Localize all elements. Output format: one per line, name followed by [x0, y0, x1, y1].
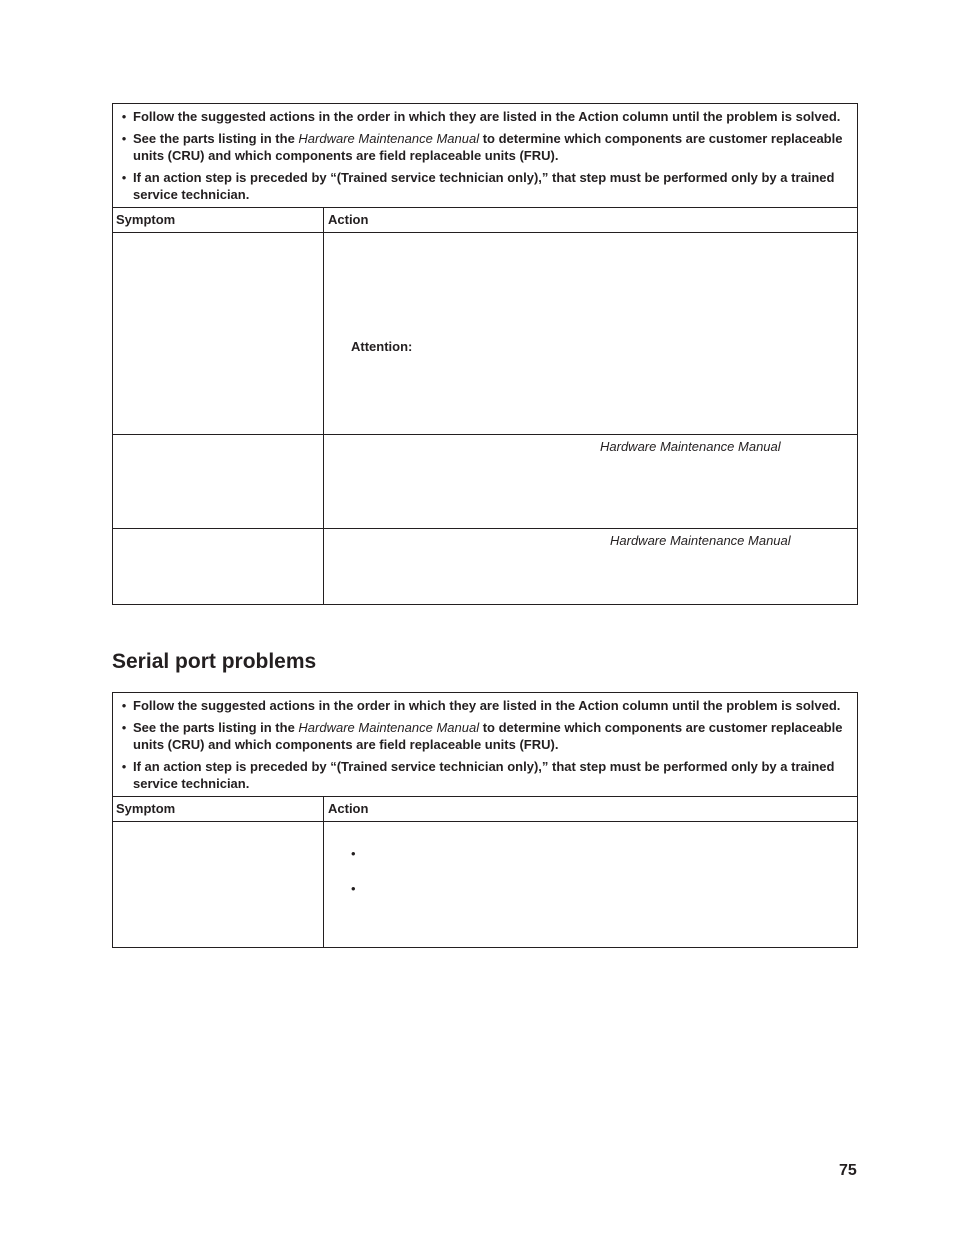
table-row: [113, 822, 857, 947]
note-text: See the parts listing in the: [133, 720, 299, 735]
note-text: Follow the suggested actions in the order in which they are listed in the Action column until the problem is solved.: [133, 698, 841, 713]
manual-reference: Hardware Maintenance Manual: [610, 533, 791, 548]
symptom-header: Symptom: [113, 797, 324, 821]
action-cell: [324, 435, 857, 528]
action-cell: [324, 822, 857, 947]
note-text: to determine which components are customer replaceable units (CRU) and which components are field replaceable units (FRU).: [133, 131, 843, 163]
bullet-icon: •: [351, 881, 356, 896]
table-header-row: [113, 208, 857, 233]
bullet-icon: •: [351, 846, 356, 861]
attention-label: Attention:: [351, 339, 413, 354]
bullet-icon: •: [121, 698, 127, 713]
note-item: [115, 108, 851, 125]
page-number: 75: [839, 1162, 857, 1179]
table-row: [113, 435, 857, 529]
table-row: [113, 529, 857, 604]
action-cell: [324, 233, 857, 434]
note-text: If an action step is preceded by “(Trained service technician only),” that step must be performed only by a trained service technician.: [133, 170, 835, 202]
note-item: [115, 758, 851, 792]
troubleshooting-table-1: [112, 103, 858, 605]
note-text: See the parts listing in the: [133, 131, 299, 146]
bullet-icon: •: [121, 720, 127, 735]
manual-title: Hardware Maintenance Manual: [298, 720, 480, 735]
bullet-icon: •: [121, 131, 127, 146]
bullet-icon: •: [121, 109, 127, 124]
bullet-icon: •: [121, 759, 127, 774]
note-text: Follow the suggested actions in the order in which they are listed in the Action column until the problem is solved.: [133, 109, 841, 124]
table-row: [113, 233, 857, 435]
symptom-header: Symptom: [113, 208, 324, 232]
note-item: [115, 719, 851, 753]
table-notes: [113, 104, 857, 208]
note-item: [115, 130, 851, 164]
bullet-icon: •: [121, 170, 127, 185]
troubleshooting-table-2: [112, 692, 858, 948]
note-item: [115, 169, 851, 203]
note-text: If an action step is preceded by “(Trained service technician only),” that step must be performed only by a trained service technician.: [133, 759, 835, 791]
action-header: Action: [328, 212, 369, 227]
section-title: Serial port problems: [112, 650, 317, 673]
table-notes: [113, 693, 857, 797]
manual-reference: Hardware Maintenance Manual: [600, 439, 781, 454]
symptom-cell: [113, 822, 324, 947]
action-cell: [324, 529, 857, 604]
symptom-cell: [113, 233, 324, 434]
symptom-cell: [113, 435, 324, 528]
manual-title: Hardware Maintenance Manual: [298, 131, 480, 146]
symptom-cell: [113, 529, 324, 604]
note-item: [115, 697, 851, 714]
table-header-row: [113, 797, 857, 822]
note-text: to determine which components are customer replaceable units (CRU) and which components are field replaceable units (FRU).: [133, 720, 843, 752]
action-header: Action: [328, 801, 369, 816]
